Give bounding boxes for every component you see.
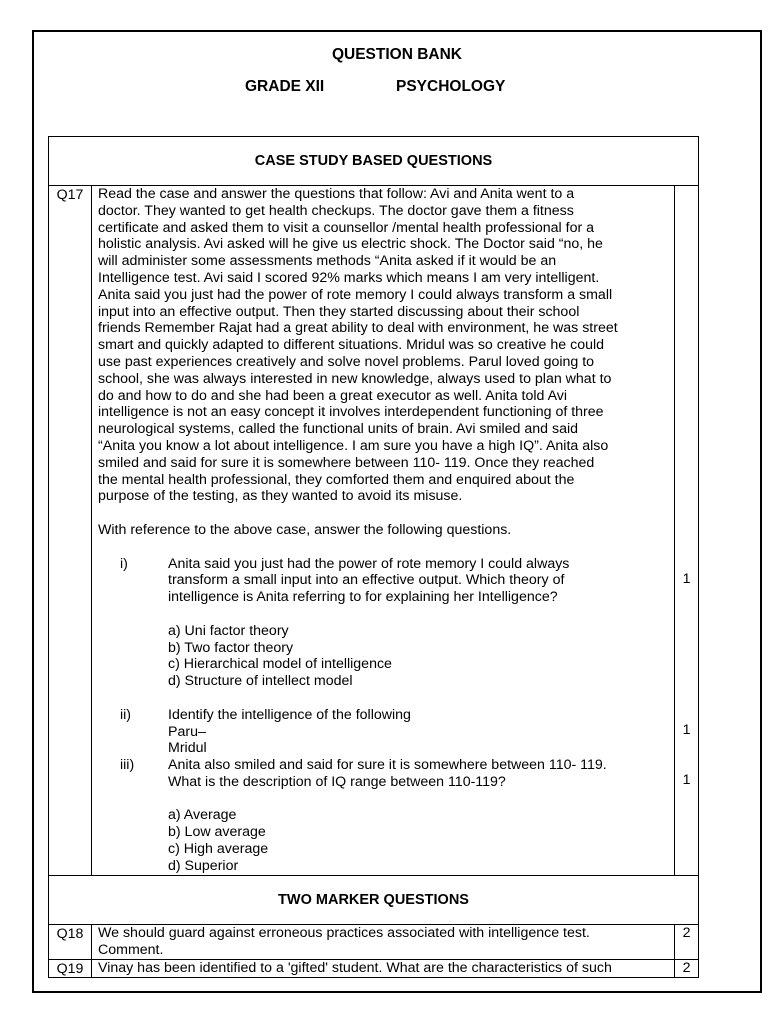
question-line: Vinay has been identified to a 'gifted' student. What are the characteristics of such bbox=[98, 959, 612, 976]
option: c) Hierarchical model of intelligence bbox=[168, 656, 392, 673]
marks-cell bbox=[675, 186, 699, 876]
option: b) Low average bbox=[168, 824, 266, 841]
subject-label: PSYCHOLOGY bbox=[396, 78, 506, 95]
question-row-q19 bbox=[49, 959, 699, 978]
passage-line: “Anita you know a lot about intelligence. I am sure you have a high IQ”. Anita also bbox=[98, 437, 609, 454]
option: a) Uni factor theory bbox=[168, 622, 289, 639]
sub-question-i bbox=[98, 556, 670, 606]
question-text bbox=[92, 959, 675, 978]
passage-line: smart and quickly adapted to different situations. Mridul was so creative he could bbox=[98, 337, 605, 354]
passage-line: do and how to do and she had been a great executor as well. Anita told Avi bbox=[98, 387, 568, 404]
sub-question-numeral: iii) bbox=[120, 757, 135, 774]
question-row-q18 bbox=[49, 925, 699, 960]
question-table bbox=[48, 136, 699, 978]
marks-value: 2 bbox=[675, 959, 699, 978]
passage-line: use past experiences creatively and solve novel problems. Parul loved going to bbox=[98, 353, 595, 370]
sub-question-line: Anita said you just had the power of rote memory I could always bbox=[168, 555, 570, 572]
sub-question-iii bbox=[98, 757, 670, 791]
instruction-text: With reference to the above case, answer the following questions. bbox=[98, 521, 512, 538]
page-border bbox=[32, 30, 762, 993]
case-passage bbox=[98, 186, 670, 505]
passage-line: neurological systems, called the functional units of brain. Avi smiled and said bbox=[98, 421, 579, 438]
passage-line: purpose of the testing, as they wanted to avoid its misuse. bbox=[98, 488, 463, 505]
sub-question-line: Paru– bbox=[168, 723, 206, 740]
passage-line: Read the case and answer the questions that follow: Avi and Anita went to a bbox=[98, 186, 575, 202]
section-header-row bbox=[49, 137, 699, 186]
sub-question-line: intelligence is Anita referring to for explaining her Intelligence? bbox=[168, 589, 558, 606]
option: d) Structure of intellect model bbox=[168, 673, 353, 690]
question-text bbox=[92, 925, 675, 960]
marks-value: 1 bbox=[682, 772, 691, 788]
passage-line: school, she was always interested in new knowledge, always used to plan what to bbox=[98, 370, 612, 387]
question-number: Q19 bbox=[49, 959, 92, 978]
sub-question-line: Mridul bbox=[168, 740, 207, 757]
sub-question-numeral: ii) bbox=[120, 706, 132, 723]
marks-value: 1 bbox=[682, 571, 691, 587]
marks-value: 2 bbox=[675, 925, 699, 960]
passage-line: certificate and asked them to visit a counsellor /mental health professional for a bbox=[98, 219, 595, 236]
passage-line: Intelligence test. Avi said I scored 92% marks which means I am very intelligent. bbox=[98, 269, 600, 286]
passage-line: intelligence is not an easy concept it involves interdependent functioning of three bbox=[98, 404, 604, 421]
option: c) High average bbox=[168, 841, 269, 858]
grade-label: GRADE XII bbox=[245, 78, 325, 95]
passage-line: will administer some assessments methods “Anita asked if it would be an bbox=[98, 253, 557, 270]
section-header-row bbox=[49, 876, 699, 925]
sub-question-line: Identify the intelligence of the following bbox=[168, 706, 411, 723]
passage-line: doctor. They wanted to get health checkups. The doctor gave them a fitness bbox=[98, 202, 574, 219]
passage-line: holistic analysis. Avi asked will he give us electric shock. The Doctor said “no, he bbox=[98, 236, 603, 253]
passage-line: input into an effective output. Then they started discussing about their school bbox=[98, 303, 580, 320]
option: d) Superior bbox=[168, 857, 239, 874]
question-line: Comment. bbox=[98, 941, 164, 958]
sub-question-line: transform a small input into an effective output. Which theory of bbox=[168, 572, 565, 589]
section-heading-two-marker: TWO MARKER QUESTIONS bbox=[49, 876, 699, 925]
sub-question-numeral: i) bbox=[120, 555, 128, 572]
passage-line: friends Remember Rajat had a great ability to deal with environment, he was street bbox=[98, 320, 618, 337]
option: a) Average bbox=[168, 807, 237, 824]
question-number: Q17 bbox=[49, 186, 92, 876]
question-line: We should guard against erroneous practices associated with intelligence test. bbox=[98, 925, 590, 941]
sub-question-line: Anita also smiled and said for sure it is somewhere between 110- 119. bbox=[168, 757, 607, 774]
sub-question-ii bbox=[98, 707, 670, 757]
passage-line: the mental health professional, they comforted them and enquired about the bbox=[98, 471, 575, 488]
option: b) Two factor theory bbox=[168, 639, 294, 656]
marks-value: 1 bbox=[682, 722, 691, 738]
question-number: Q18 bbox=[49, 925, 92, 960]
passage-line: smiled and said for sure it is somewhere between 110- 119. Once they reached bbox=[98, 454, 595, 471]
passage-line: Anita said you just had the power of rote memory I could always transform a small bbox=[98, 286, 613, 303]
section-heading-case-study: CASE STUDY BASED QUESTIONS bbox=[49, 137, 699, 186]
sub-question-line: What is the description of IQ range between 110-119? bbox=[168, 773, 506, 790]
page-title: QUESTION BANK bbox=[331, 46, 463, 63]
question-row-q17 bbox=[49, 186, 699, 876]
question-text bbox=[92, 186, 675, 876]
